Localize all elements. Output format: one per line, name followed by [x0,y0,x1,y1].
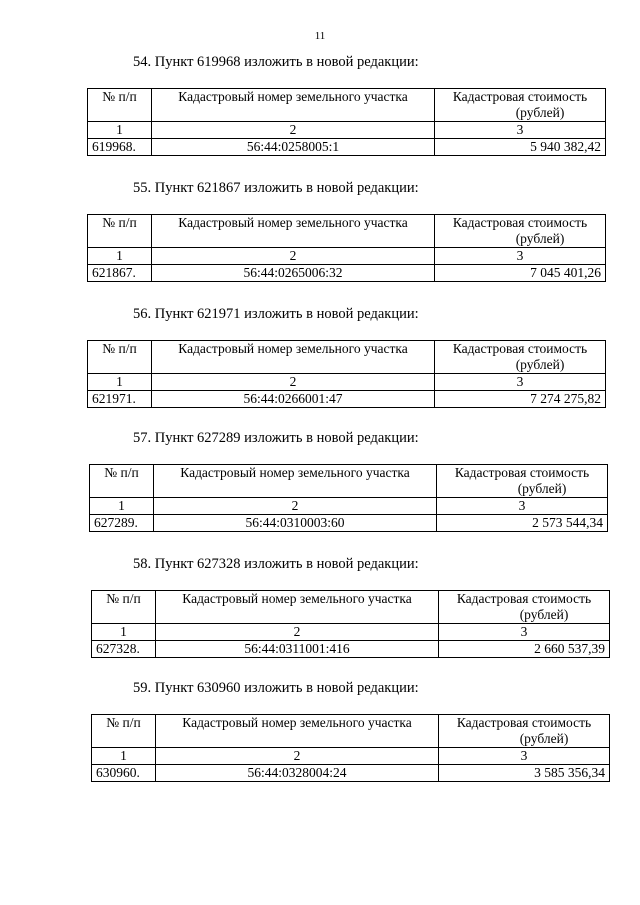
column-number-row [88,122,606,139]
cadastre-table [89,464,608,532]
header-cost-line1: Кадастровая стоимость [456,591,592,606]
table-row [90,515,608,532]
cadastral-cost: 5 940 382,42 [435,139,606,156]
header-cost-line2: (рублей) [515,357,565,372]
column-number: 1 [88,374,152,391]
header-cost-line2: (рублей) [519,607,569,622]
column-number: 3 [435,122,606,139]
cadastre-table [87,214,606,282]
cadastral-cost: 7 274 275,82 [435,391,606,408]
header-cost-line1: Кадастровая стоимость [456,715,592,730]
header-cost-line1: Кадастровая стоимость [452,215,588,230]
cadastre-table [87,88,606,156]
column-number: 3 [435,374,606,391]
column-number-row [88,248,606,265]
page-number: 11 [314,30,326,42]
header-number: № п/п [88,89,152,122]
column-number-row [92,624,610,641]
column-number-row [88,374,606,391]
header-cadastral: Кадастровый номер земельного участка [156,715,439,748]
row-number: 621867. [88,265,152,282]
cadastre-table [87,340,606,408]
header-cost [435,215,606,248]
section-heading: 59. Пункт 630960 изложить в новой редакции: [133,680,419,696]
header-cadastral: Кадастровый номер земельного участка [156,591,439,624]
header-cost-line2: (рублей) [517,481,567,496]
header-cost-line2: (рублей) [515,231,565,246]
column-number: 2 [152,374,435,391]
column-number: 3 [439,624,610,641]
column-number: 1 [88,122,152,139]
table-row [88,391,606,408]
section-heading: 55. Пункт 621867 изложить в новой редакции: [133,180,419,196]
table-header-row [88,341,606,374]
section-heading: 57. Пункт 627289 изложить в новой редакции: [133,430,419,446]
header-cost-line1: Кадастровая стоимость [452,341,588,356]
table-header-row [88,215,606,248]
column-number: 1 [90,498,154,515]
row-number: 619968. [88,139,152,156]
header-number: № п/п [88,215,152,248]
column-number: 3 [439,748,610,765]
row-number: 627328. [92,641,156,658]
header-number: № п/п [92,715,156,748]
header-cost-line2: (рублей) [519,731,569,746]
table-row [92,765,610,782]
header-cadastral: Кадастровый номер земельного участка [152,215,435,248]
cadastral-number: 56:44:0311001:416 [156,641,439,658]
column-number: 2 [152,248,435,265]
cadastral-cost: 2 573 544,34 [437,515,608,532]
header-cost [439,715,610,748]
header-number: № п/п [92,591,156,624]
header-cadastral: Кадастровый номер земельного участка [152,89,435,122]
section-heading: 56. Пункт 621971 изложить в новой редакции: [133,306,419,322]
row-number: 621971. [88,391,152,408]
header-cadastral: Кадастровый номер земельного участка [152,341,435,374]
column-number: 1 [88,248,152,265]
header-cost-line1: Кадастровая стоимость [454,465,590,480]
cadastral-cost: 7 045 401,26 [435,265,606,282]
column-number: 1 [92,624,156,641]
header-number: № п/п [90,465,154,498]
table-row [92,641,610,658]
column-number-row [90,498,608,515]
table-row [88,265,606,282]
table-row [88,139,606,156]
header-cost-line2: (рублей) [515,105,565,120]
header-cost [435,341,606,374]
column-number: 2 [156,624,439,641]
column-number: 3 [437,498,608,515]
cadastral-cost: 2 660 537,39 [439,641,610,658]
cadastral-number: 56:44:0258005:1 [152,139,435,156]
header-cost-line1: Кадастровая стоимость [452,89,588,104]
cadastre-table [91,714,610,782]
table-header-row [92,591,610,624]
section-heading: 58. Пункт 627328 изложить в новой редакции: [133,556,419,572]
cadastral-cost: 3 585 356,34 [439,765,610,782]
row-number: 630960. [92,765,156,782]
header-cost [437,465,608,498]
table-header-row [92,715,610,748]
cadastral-number: 56:44:0328004:24 [156,765,439,782]
column-number: 2 [156,748,439,765]
header-cost [439,591,610,624]
row-number: 627289. [90,515,154,532]
table-header-row [88,89,606,122]
header-cadastral: Кадастровый номер земельного участка [154,465,437,498]
header-number: № п/п [88,341,152,374]
cadastre-table [91,590,610,658]
cadastral-number: 56:44:0265006:32 [152,265,435,282]
column-number-row [92,748,610,765]
column-number: 2 [154,498,437,515]
cadastral-number: 56:44:0310003:60 [154,515,437,532]
column-number: 3 [435,248,606,265]
cadastral-number: 56:44:0266001:47 [152,391,435,408]
table-header-row [90,465,608,498]
section-heading: 54. Пункт 619968 изложить в новой редакции: [133,54,419,70]
column-number: 1 [92,748,156,765]
header-cost [435,89,606,122]
column-number: 2 [152,122,435,139]
